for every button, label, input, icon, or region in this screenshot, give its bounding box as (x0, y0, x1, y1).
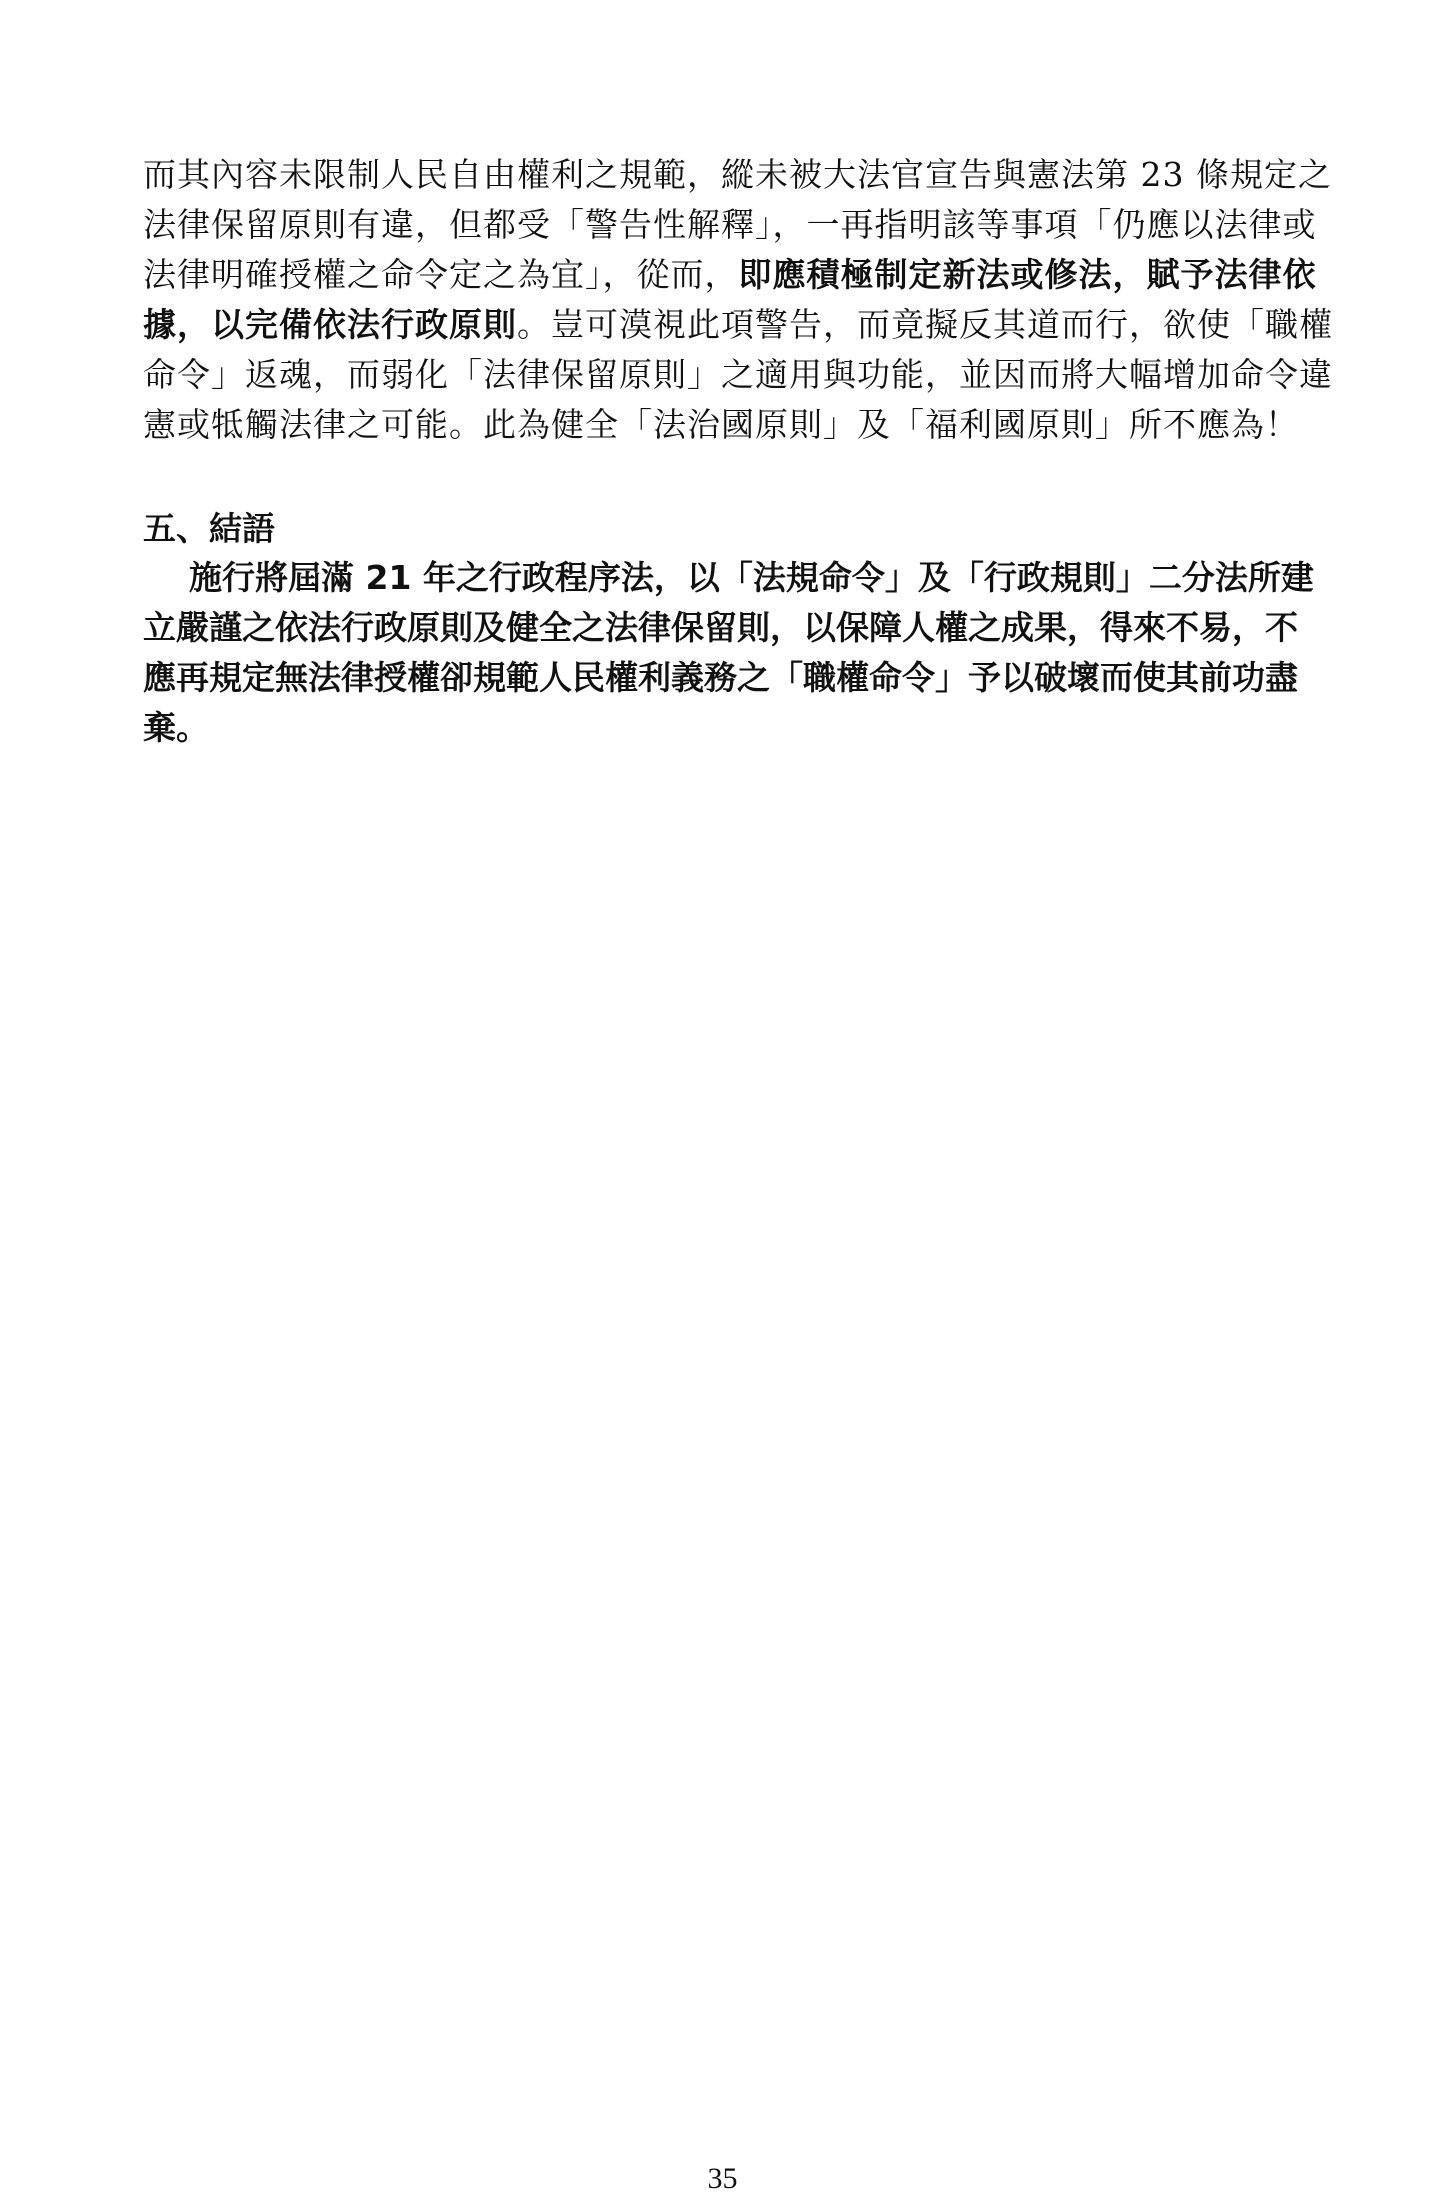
emphasis-text: 即應積極制定新法或修法，賦予法律依 (738, 255, 1317, 294)
emphasis-text: 憲或牴觸法律之可能 (143, 405, 449, 444)
paragraph-line (143, 400, 1305, 450)
paragraph-line (143, 200, 1317, 250)
emphasis-text: 據，以完備依法行政原則 (143, 305, 517, 344)
paragraph-line: 棄。 (143, 708, 209, 747)
text-run: 而其內容未限制人民自由權利之規範，縱未被大法官宣告與憲法第 23 條規定之 (143, 155, 1332, 194)
text-run: 命令」返魂，而弱化「法律保留原則」之適用與功能，並因而將 (143, 355, 1095, 394)
paragraph-line (143, 300, 1333, 350)
section-heading: 五、結語 (143, 509, 275, 548)
text-run: 法律保留原則有違，但都受「警告性解釋」，一再指明該等事項「仍應以法律或 (143, 205, 1317, 244)
text-run: 。豈可漠視此項警告，而竟擬反其道而行，欲使「職權 (517, 305, 1333, 344)
paragraph-line: 立嚴謹之依法行政原則及健全之法律保留則，以保障人權之成果，得來不易，不 (143, 608, 1298, 647)
paragraph-line: 施行將屆滿 21 年之行政程序法，以「法規命令」及「行政規則」二分法所建 (189, 558, 1314, 597)
text-run: 法律明確授權之命令定之為宜」，從而， (143, 255, 739, 294)
page-number: 35 (707, 2162, 738, 2195)
paragraph-line: 應再規定無法律授權卻規範人民權利義務之「職權命令」予以破壞而使其前功盡 (143, 658, 1298, 697)
emphasis-text: 大幅增加命令違 (1095, 355, 1333, 394)
paragraph-line (143, 350, 1333, 400)
body-paragraph (143, 150, 1333, 450)
conclusion-paragraph (143, 553, 1314, 753)
paragraph-line (143, 250, 1317, 300)
paragraph-line (143, 150, 1332, 200)
text-run: 。此為健全「法治國原則」及「福利國原則」所不應為！ (449, 405, 1299, 444)
